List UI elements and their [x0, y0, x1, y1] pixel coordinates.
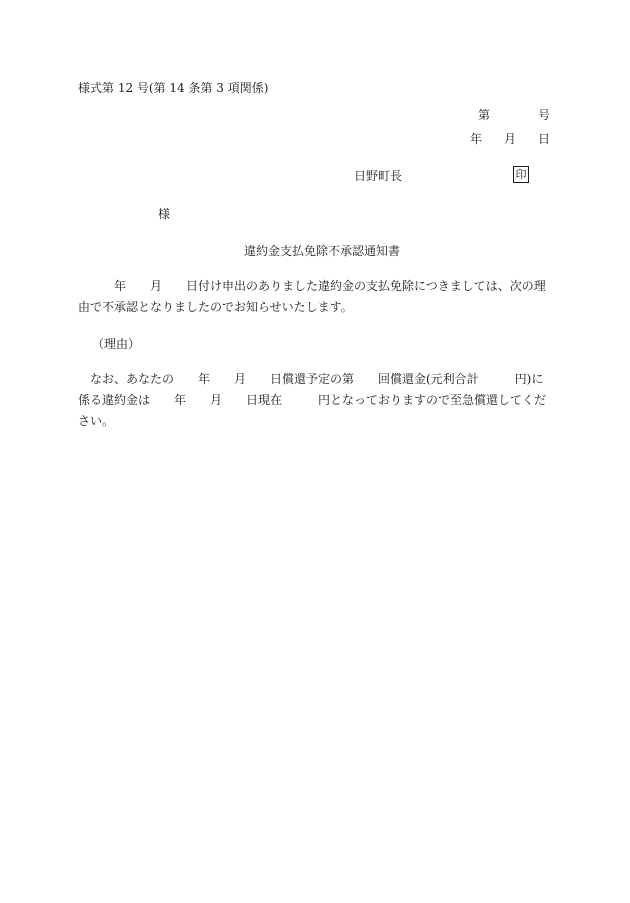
date-year: 年	[469, 132, 482, 146]
issue-date	[470, 133, 550, 145]
date-day: 日	[537, 132, 550, 146]
penalty-paragraph	[78, 369, 553, 432]
penalty-line-2: 係る違約金は 年 月 日現在 円となっておりますので至急償還してくだ	[78, 393, 547, 407]
penalty-line-3: さい。	[78, 414, 115, 428]
form-number: 様式第 12 号(第 14 条第 3 項関係)	[78, 81, 269, 95]
reason-label: （理由）	[92, 337, 141, 351]
issuer-name: 日野町長	[354, 169, 403, 183]
addressee-title: 様	[158, 207, 171, 221]
document-number	[478, 109, 550, 121]
document-number-prefix: 第	[477, 108, 490, 122]
notice-line-1: 年 月 日付け申出のありました違約金の支払免除につきましては、次の理	[78, 279, 546, 293]
notice-paragraph	[78, 276, 553, 318]
date-month: 月	[503, 132, 516, 146]
notice-line-2: 由で不承認となりましたのでお知らせいたします。	[78, 300, 353, 314]
penalty-line-1: なお、あなたの 年 月 日償還予定の第 回償還金(元利合計 円)に	[78, 372, 544, 386]
document-number-suffix: 号	[537, 108, 550, 122]
seal-stamp: 印	[513, 166, 529, 183]
document-title: 違約金支払免除不承認通知書	[243, 244, 400, 258]
